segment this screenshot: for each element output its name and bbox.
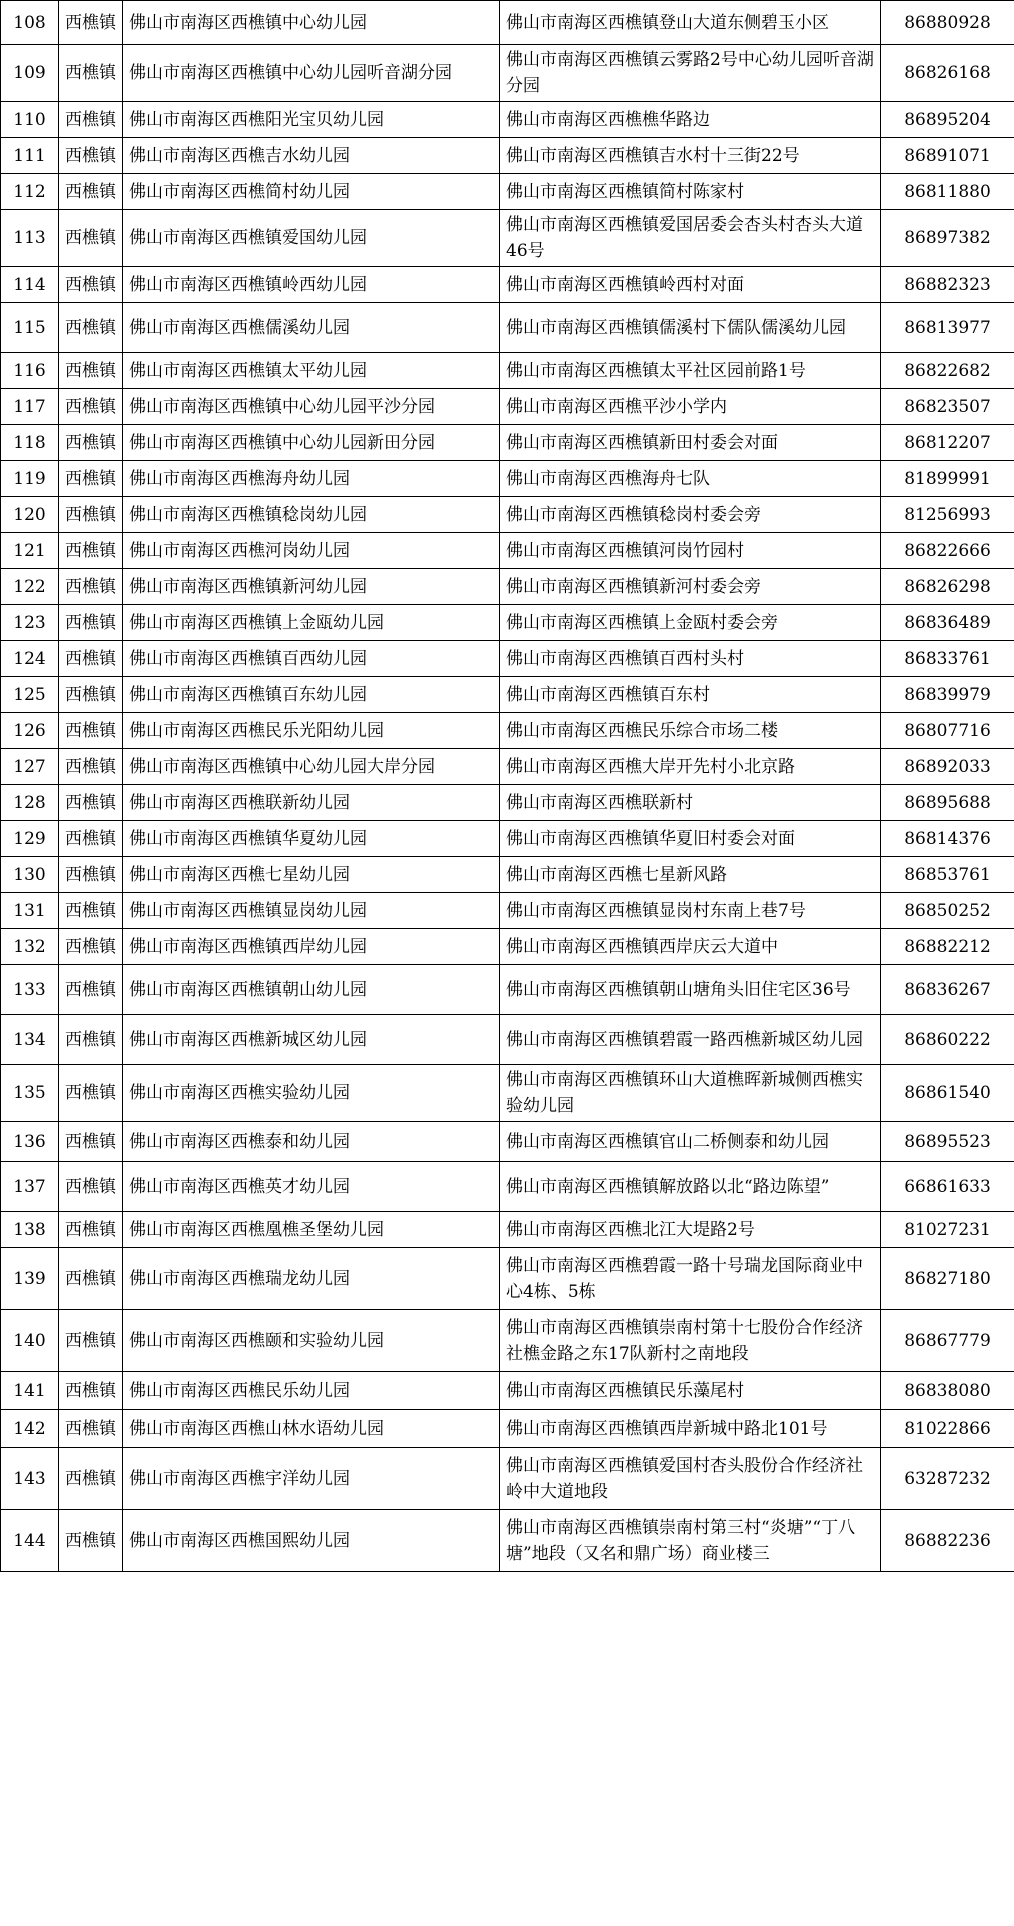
cell-kindergarten-name: 佛山市南海区西樵民乐光阳幼儿园	[123, 713, 500, 749]
cell-address: 佛山市南海区西樵镇朝山塘角头旧住宅区36号	[500, 965, 881, 1015]
cell-number: 133	[1, 965, 59, 1015]
cell-phone: 86836489	[881, 605, 1014, 641]
cell-town: 西樵镇	[59, 353, 123, 389]
cell-kindergarten-name: 佛山市南海区西樵镇中心幼儿园平沙分园	[123, 389, 500, 425]
cell-address: 佛山市南海区西樵镇碧霞一路西樵新城区幼儿园	[500, 1015, 881, 1065]
cell-phone: 86895523	[881, 1122, 1014, 1162]
cell-number: 130	[1, 857, 59, 893]
cell-kindergarten-name: 佛山市南海区西樵镇百东幼儿园	[123, 677, 500, 713]
cell-number: 134	[1, 1015, 59, 1065]
cell-phone: 86882212	[881, 929, 1014, 965]
cell-kindergarten-name: 佛山市南海区西樵镇西岸幼儿园	[123, 929, 500, 965]
cell-number: 137	[1, 1162, 59, 1212]
table-row	[1, 389, 1014, 425]
cell-kindergarten-name: 佛山市南海区西樵颐和实验幼儿园	[123, 1310, 500, 1372]
cell-address: 佛山市南海区西樵镇崇南村第十七股份合作经济社樵金路之东17队新村之南地段	[500, 1310, 881, 1372]
cell-address: 佛山市南海区西樵镇西岸庆云大道中	[500, 929, 881, 965]
cell-town: 西樵镇	[59, 641, 123, 677]
cell-address: 佛山市南海区西樵大岸开先村小北京路	[500, 749, 881, 785]
table-row	[1, 1122, 1014, 1162]
cell-address: 佛山市南海区西樵镇云雾路2号中心幼儿园听音湖分园	[500, 45, 881, 102]
cell-kindergarten-name: 佛山市南海区西樵联新幼儿园	[123, 785, 500, 821]
cell-number: 114	[1, 267, 59, 303]
cell-address: 佛山市南海区西樵镇显岗村东南上巷7号	[500, 893, 881, 929]
cell-kindergarten-name: 佛山市南海区西樵镇太平幼儿园	[123, 353, 500, 389]
cell-kindergarten-name: 佛山市南海区西樵七星幼儿园	[123, 857, 500, 893]
cell-town: 西樵镇	[59, 605, 123, 641]
cell-town: 西樵镇	[59, 1122, 123, 1162]
cell-phone: 86836267	[881, 965, 1014, 1015]
cell-kindergarten-name: 佛山市南海区西樵简村幼儿园	[123, 174, 500, 210]
table-row	[1, 1248, 1014, 1310]
cell-kindergarten-name: 佛山市南海区西樵镇中心幼儿园听音湖分园	[123, 45, 500, 102]
cell-number: 118	[1, 425, 59, 461]
table-row	[1, 45, 1014, 102]
cell-number: 129	[1, 821, 59, 857]
cell-phone: 86853761	[881, 857, 1014, 893]
cell-address: 佛山市南海区西樵海舟七队	[500, 461, 881, 497]
cell-address: 佛山市南海区西樵樵华路边	[500, 102, 881, 138]
cell-phone: 86880928	[881, 1, 1014, 45]
table-row	[1, 893, 1014, 929]
cell-kindergarten-name: 佛山市南海区西樵镇百西幼儿园	[123, 641, 500, 677]
table-row	[1, 138, 1014, 174]
cell-address: 佛山市南海区西樵镇百西村头村	[500, 641, 881, 677]
cell-phone: 86814376	[881, 821, 1014, 857]
cell-kindergarten-name: 佛山市南海区西樵镇显岗幼儿园	[123, 893, 500, 929]
cell-town: 西樵镇	[59, 965, 123, 1015]
cell-town: 西樵镇	[59, 785, 123, 821]
table-row	[1, 857, 1014, 893]
cell-town: 西樵镇	[59, 174, 123, 210]
cell-address: 佛山市南海区西樵镇华夏旧村委会对面	[500, 821, 881, 857]
cell-phone: 81027231	[881, 1212, 1014, 1248]
cell-phone: 81022866	[881, 1410, 1014, 1448]
cell-town: 西樵镇	[59, 1015, 123, 1065]
cell-town: 西樵镇	[59, 102, 123, 138]
cell-address: 佛山市南海区西樵镇太平社区园前路1号	[500, 353, 881, 389]
cell-number: 121	[1, 533, 59, 569]
cell-phone: 86891071	[881, 138, 1014, 174]
cell-town: 西樵镇	[59, 677, 123, 713]
cell-phone: 86861540	[881, 1065, 1014, 1122]
cell-number: 142	[1, 1410, 59, 1448]
cell-kindergarten-name: 佛山市南海区西樵山林水语幼儿园	[123, 1410, 500, 1448]
cell-number: 124	[1, 641, 59, 677]
table-body	[1, 1, 1014, 1572]
cell-address: 佛山市南海区西樵镇环山大道樵晖新城侧西樵实验幼儿园	[500, 1065, 881, 1122]
cell-kindergarten-name: 佛山市南海区西樵河岗幼儿园	[123, 533, 500, 569]
cell-kindergarten-name: 佛山市南海区西樵宇洋幼儿园	[123, 1448, 500, 1510]
cell-town: 西樵镇	[59, 425, 123, 461]
cell-number: 139	[1, 1248, 59, 1310]
cell-number: 140	[1, 1310, 59, 1372]
table-row	[1, 1015, 1014, 1065]
cell-number: 143	[1, 1448, 59, 1510]
cell-town: 西樵镇	[59, 1212, 123, 1248]
cell-phone: 86823507	[881, 389, 1014, 425]
cell-number: 109	[1, 45, 59, 102]
cell-kindergarten-name: 佛山市南海区西樵镇爱国幼儿园	[123, 210, 500, 267]
cell-address: 佛山市南海区西樵镇岭西村对面	[500, 267, 881, 303]
cell-kindergarten-name: 佛山市南海区西樵海舟幼儿园	[123, 461, 500, 497]
table-row	[1, 677, 1014, 713]
cell-phone: 86812207	[881, 425, 1014, 461]
cell-address: 佛山市南海区西樵镇新田村委会对面	[500, 425, 881, 461]
cell-address: 佛山市南海区西樵镇爱国村杏头股份合作经济社岭中大道地段	[500, 1448, 881, 1510]
table-row	[1, 749, 1014, 785]
cell-address: 佛山市南海区西樵镇登山大道东侧碧玉小区	[500, 1, 881, 45]
table-row	[1, 497, 1014, 533]
cell-town: 西樵镇	[59, 929, 123, 965]
cell-town: 西樵镇	[59, 497, 123, 533]
cell-kindergarten-name: 佛山市南海区西樵镇中心幼儿园新田分园	[123, 425, 500, 461]
table-row	[1, 210, 1014, 267]
table-row	[1, 641, 1014, 677]
cell-phone: 66861633	[881, 1162, 1014, 1212]
cell-number: 113	[1, 210, 59, 267]
cell-town: 西樵镇	[59, 461, 123, 497]
cell-phone: 86882236	[881, 1510, 1014, 1572]
cell-kindergarten-name: 佛山市南海区西樵瑞龙幼儿园	[123, 1248, 500, 1310]
table-row	[1, 102, 1014, 138]
cell-address: 佛山市南海区西樵镇百东村	[500, 677, 881, 713]
cell-number: 141	[1, 1372, 59, 1410]
table-row	[1, 353, 1014, 389]
table-row	[1, 1372, 1014, 1410]
cell-kindergarten-name: 佛山市南海区西樵吉水幼儿园	[123, 138, 500, 174]
table-row	[1, 533, 1014, 569]
cell-address: 佛山市南海区西樵镇稔岗村委会旁	[500, 497, 881, 533]
cell-phone: 86839979	[881, 677, 1014, 713]
cell-town: 西樵镇	[59, 267, 123, 303]
cell-phone: 86897382	[881, 210, 1014, 267]
table-row	[1, 821, 1014, 857]
cell-town: 西樵镇	[59, 1248, 123, 1310]
cell-number: 144	[1, 1510, 59, 1572]
cell-address: 佛山市南海区西樵镇官山二桥侧泰和幼儿园	[500, 1122, 881, 1162]
cell-town: 西樵镇	[59, 569, 123, 605]
cell-address: 佛山市南海区西樵七星新风路	[500, 857, 881, 893]
cell-phone: 86822666	[881, 533, 1014, 569]
cell-number: 115	[1, 303, 59, 353]
cell-address: 佛山市南海区西樵北江大堤路2号	[500, 1212, 881, 1248]
table-row	[1, 785, 1014, 821]
cell-phone: 86850252	[881, 893, 1014, 929]
cell-phone: 86826168	[881, 45, 1014, 102]
cell-kindergarten-name: 佛山市南海区西樵儒溪幼儿园	[123, 303, 500, 353]
cell-number: 120	[1, 497, 59, 533]
table-row	[1, 1212, 1014, 1248]
table-row	[1, 303, 1014, 353]
cell-phone: 86860222	[881, 1015, 1014, 1065]
table-row	[1, 461, 1014, 497]
table-row	[1, 1448, 1014, 1510]
table-row	[1, 1162, 1014, 1212]
cell-phone: 81899991	[881, 461, 1014, 497]
cell-kindergarten-name: 佛山市南海区西樵泰和幼儿园	[123, 1122, 500, 1162]
cell-number: 108	[1, 1, 59, 45]
cell-town: 西樵镇	[59, 533, 123, 569]
table-row	[1, 1310, 1014, 1372]
cell-town: 西樵镇	[59, 821, 123, 857]
cell-phone: 86833761	[881, 641, 1014, 677]
cell-address: 佛山市南海区西樵镇儒溪村下儒队儒溪幼儿园	[500, 303, 881, 353]
cell-kindergarten-name: 佛山市南海区西樵镇上金瓯幼儿园	[123, 605, 500, 641]
cell-kindergarten-name: 佛山市南海区西樵实验幼儿园	[123, 1065, 500, 1122]
cell-phone: 63287232	[881, 1448, 1014, 1510]
cell-kindergarten-name: 佛山市南海区西樵镇中心幼儿园	[123, 1, 500, 45]
cell-town: 西樵镇	[59, 893, 123, 929]
table-row	[1, 1, 1014, 45]
table-row	[1, 425, 1014, 461]
table-row	[1, 569, 1014, 605]
cell-kindergarten-name: 佛山市南海区西樵凰樵圣堡幼儿园	[123, 1212, 500, 1248]
cell-address: 佛山市南海区西樵镇河岗竹园村	[500, 533, 881, 569]
cell-phone: 86822682	[881, 353, 1014, 389]
cell-kindergarten-name: 佛山市南海区西樵镇朝山幼儿园	[123, 965, 500, 1015]
cell-town: 西樵镇	[59, 1510, 123, 1572]
cell-address: 佛山市南海区西樵镇吉水村十三街22号	[500, 138, 881, 174]
cell-kindergarten-name: 佛山市南海区西樵镇岭西幼儿园	[123, 267, 500, 303]
cell-town: 西樵镇	[59, 138, 123, 174]
table-row	[1, 1510, 1014, 1572]
cell-town: 西樵镇	[59, 857, 123, 893]
cell-kindergarten-name: 佛山市南海区西樵阳光宝贝幼儿园	[123, 102, 500, 138]
cell-address: 佛山市南海区西樵平沙小学内	[500, 389, 881, 425]
cell-address: 佛山市南海区西樵镇崇南村第三村“炎塘”“丁八塘”地段（又名和鼎广场）商业楼三	[500, 1510, 881, 1572]
cell-town: 西樵镇	[59, 210, 123, 267]
cell-address: 佛山市南海区西樵碧霞一路十号瑞龙国际商业中心4栋、5栋	[500, 1248, 881, 1310]
cell-address: 佛山市南海区西樵镇新河村委会旁	[500, 569, 881, 605]
cell-address: 佛山市南海区西樵镇解放路以北“路边陈望”	[500, 1162, 881, 1212]
cell-number: 136	[1, 1122, 59, 1162]
cell-address: 佛山市南海区西樵镇简村陈家村	[500, 174, 881, 210]
cell-kindergarten-name: 佛山市南海区西樵镇中心幼儿园大岸分园	[123, 749, 500, 785]
cell-town: 西樵镇	[59, 1310, 123, 1372]
cell-number: 112	[1, 174, 59, 210]
table-row	[1, 605, 1014, 641]
cell-town: 西樵镇	[59, 303, 123, 353]
cell-phone: 86813977	[881, 303, 1014, 353]
cell-phone: 86895688	[881, 785, 1014, 821]
cell-number: 135	[1, 1065, 59, 1122]
cell-number: 122	[1, 569, 59, 605]
table-row	[1, 1410, 1014, 1448]
table-row	[1, 1065, 1014, 1122]
table-row	[1, 965, 1014, 1015]
cell-number: 131	[1, 893, 59, 929]
cell-phone: 86838080	[881, 1372, 1014, 1410]
cell-number: 126	[1, 713, 59, 749]
cell-number: 138	[1, 1212, 59, 1248]
cell-number: 111	[1, 138, 59, 174]
cell-number: 117	[1, 389, 59, 425]
cell-town: 西樵镇	[59, 1065, 123, 1122]
table-row	[1, 929, 1014, 965]
cell-town: 西樵镇	[59, 1, 123, 45]
cell-phone: 86807716	[881, 713, 1014, 749]
cell-address: 佛山市南海区西樵镇爱国居委会杏头村杏头大道46号	[500, 210, 881, 267]
cell-town: 西樵镇	[59, 1162, 123, 1212]
cell-phone: 86882323	[881, 267, 1014, 303]
cell-town: 西樵镇	[59, 45, 123, 102]
cell-phone: 86867779	[881, 1310, 1014, 1372]
cell-kindergarten-name: 佛山市南海区西樵英才幼儿园	[123, 1162, 500, 1212]
table-row	[1, 174, 1014, 210]
cell-address: 佛山市南海区西樵镇上金瓯村委会旁	[500, 605, 881, 641]
cell-number: 128	[1, 785, 59, 821]
cell-town: 西樵镇	[59, 389, 123, 425]
cell-number: 132	[1, 929, 59, 965]
cell-kindergarten-name: 佛山市南海区西樵镇新河幼儿园	[123, 569, 500, 605]
cell-address: 佛山市南海区西樵联新村	[500, 785, 881, 821]
cell-number: 125	[1, 677, 59, 713]
cell-address: 佛山市南海区西樵镇民乐藻尾村	[500, 1372, 881, 1410]
table-row	[1, 267, 1014, 303]
cell-kindergarten-name: 佛山市南海区西樵新城区幼儿园	[123, 1015, 500, 1065]
cell-address: 佛山市南海区西樵镇西岸新城中路北101号	[500, 1410, 881, 1448]
cell-town: 西樵镇	[59, 1410, 123, 1448]
cell-kindergarten-name: 佛山市南海区西樵国熙幼儿园	[123, 1510, 500, 1572]
cell-phone: 86895204	[881, 102, 1014, 138]
cell-number: 123	[1, 605, 59, 641]
table-row	[1, 713, 1014, 749]
cell-town: 西樵镇	[59, 1372, 123, 1410]
cell-town: 西樵镇	[59, 713, 123, 749]
cell-phone: 86811880	[881, 174, 1014, 210]
cell-number: 116	[1, 353, 59, 389]
cell-kindergarten-name: 佛山市南海区西樵镇稔岗幼儿园	[123, 497, 500, 533]
cell-phone: 81256993	[881, 497, 1014, 533]
cell-number: 127	[1, 749, 59, 785]
cell-town: 西樵镇	[59, 1448, 123, 1510]
cell-phone: 86827180	[881, 1248, 1014, 1310]
cell-kindergarten-name: 佛山市南海区西樵民乐幼儿园	[123, 1372, 500, 1410]
cell-number: 119	[1, 461, 59, 497]
cell-phone: 86826298	[881, 569, 1014, 605]
cell-address: 佛山市南海区西樵民乐综合市场二楼	[500, 713, 881, 749]
cell-kindergarten-name: 佛山市南海区西樵镇华夏幼儿园	[123, 821, 500, 857]
cell-town: 西樵镇	[59, 749, 123, 785]
cell-phone: 86892033	[881, 749, 1014, 785]
cell-number: 110	[1, 102, 59, 138]
